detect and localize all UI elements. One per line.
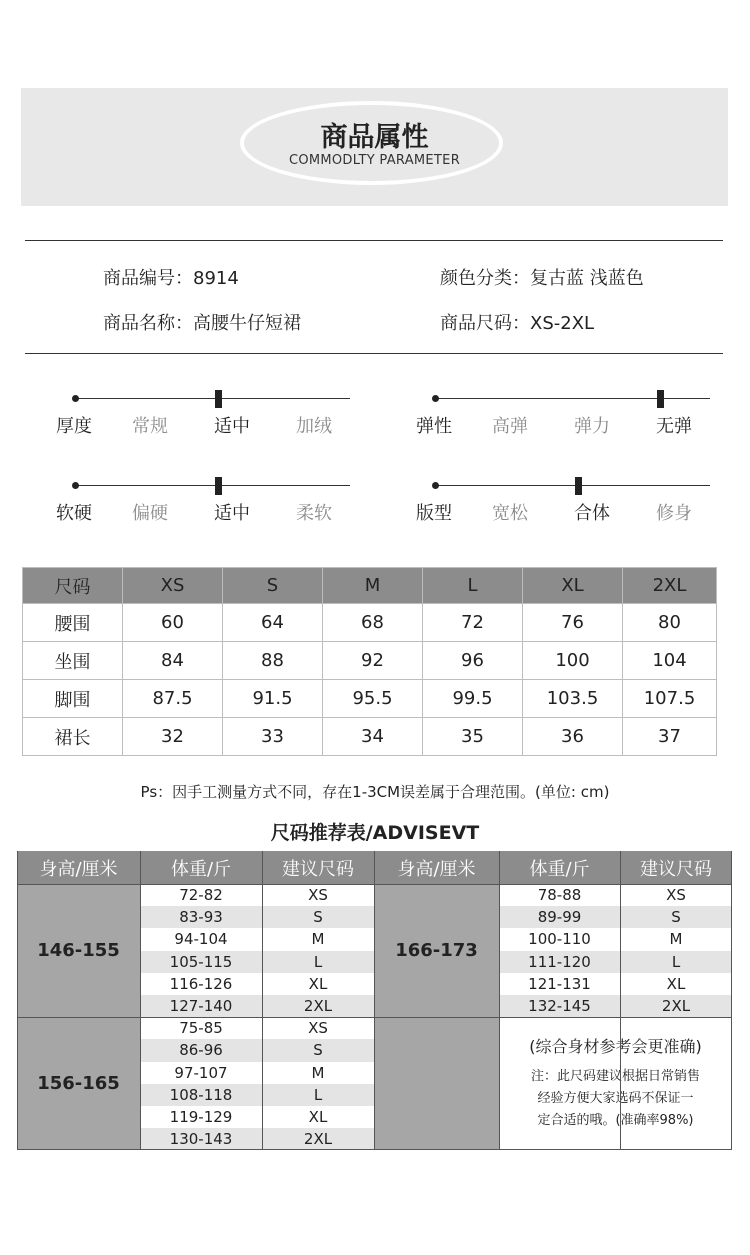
scale-option: 常规 xyxy=(132,416,168,437)
size-advice-grid xyxy=(17,851,732,1150)
advise-header-cell: 体重/斤 xyxy=(140,851,262,884)
size-cell: 87.5 xyxy=(123,680,223,718)
product-code: 商品编号：8914 xyxy=(103,268,239,289)
product-name: 商品名称：高腰牛仔短裙 xyxy=(103,313,301,334)
scale-option: 柔软 xyxy=(296,503,332,524)
grid-line xyxy=(620,851,621,1150)
scale-track xyxy=(435,398,710,399)
size-table-row xyxy=(23,642,717,680)
scale-option: 高弹 xyxy=(492,416,528,437)
size-cell: 88 xyxy=(223,642,323,680)
size-advice-cell: 2XL xyxy=(262,1128,374,1150)
grid-line xyxy=(731,851,732,1150)
size-cell: 100 xyxy=(523,642,623,680)
grid-line xyxy=(374,851,375,1150)
size-advice-cell: M xyxy=(262,928,374,950)
size-advice-cell: XL xyxy=(262,1106,374,1128)
size-header-cell: L xyxy=(423,568,523,604)
scale-start-dot xyxy=(72,395,79,402)
size-cell: 72 xyxy=(423,604,523,642)
grid-line xyxy=(17,884,732,885)
scale-option: 无弹 xyxy=(656,416,692,437)
size-cell: 96 xyxy=(423,642,523,680)
scale-option: 适中 xyxy=(214,416,250,437)
size-cell: 裙长 xyxy=(23,718,123,756)
page-subtitle: COMMODLTY PARAMETER xyxy=(288,153,461,168)
size-advice-cell: XS xyxy=(620,884,732,906)
weight-cell: 86-96 xyxy=(140,1039,262,1061)
scale-option: 适中 xyxy=(214,503,250,524)
size-cell: 35 xyxy=(423,718,523,756)
size-header-cell: 2XL xyxy=(623,568,717,604)
advice-note-box xyxy=(499,1017,732,1150)
advice-note-line: 经验方便大家选码不保证一 xyxy=(537,1091,694,1107)
size-table-row xyxy=(23,680,717,718)
weight-cell: 116-126 xyxy=(140,973,262,995)
size-cell: 腰围 xyxy=(23,604,123,642)
size-advice-cell: S xyxy=(262,1039,374,1061)
weight-cell: 108-118 xyxy=(140,1084,262,1106)
weight-cell: 97-107 xyxy=(140,1062,262,1084)
scale-start-dot xyxy=(432,395,439,402)
weight-cell: 78-88 xyxy=(499,884,620,906)
size-table-row xyxy=(23,718,717,756)
scale-label: 厚度 xyxy=(56,416,92,437)
scale-1 xyxy=(56,378,350,438)
advise-header-cell: 身高/厘米 xyxy=(374,851,499,884)
size-advice-cell: XS xyxy=(262,1017,374,1039)
weight-cell: 72-82 xyxy=(140,884,262,906)
product-size: 商品尺码：XS-2XL xyxy=(440,313,595,334)
scale-4 xyxy=(416,465,710,525)
scale-option: 偏硬 xyxy=(132,503,168,524)
size-cell: 99.5 xyxy=(423,680,523,718)
size-header-cell: 尺码 xyxy=(23,568,123,604)
size-cell: 34 xyxy=(323,718,423,756)
height-range: 146-155 xyxy=(17,884,140,1017)
weight-cell: 121-131 xyxy=(499,973,620,995)
size-header-cell: S xyxy=(223,568,323,604)
weight-cell: 75-85 xyxy=(140,1017,262,1039)
scale-2 xyxy=(416,378,710,438)
size-cell: 68 xyxy=(323,604,423,642)
advice-note-text xyxy=(499,1066,732,1132)
size-cell: 103.5 xyxy=(523,680,623,718)
weight-cell: 119-129 xyxy=(140,1106,262,1128)
size-advice-cell: L xyxy=(620,951,732,973)
size-advice-cell: M xyxy=(620,928,732,950)
size-cell: 91.5 xyxy=(223,680,323,718)
size-cell: 104 xyxy=(623,642,717,680)
size-cell: 36 xyxy=(523,718,623,756)
size-cell: 64 xyxy=(223,604,323,642)
size-table xyxy=(22,567,717,756)
weight-cell: 132-145 xyxy=(499,995,620,1017)
divider-top xyxy=(25,240,723,241)
scale-option: 加绒 xyxy=(296,416,332,437)
weight-cell: 105-115 xyxy=(140,951,262,973)
grid-line xyxy=(140,851,141,1150)
size-advice-cell: L xyxy=(262,951,374,973)
measurement-note: Ps：因手工测量方式不同，存在1-3CM误差属于合理范围。(单位: cm) xyxy=(140,783,610,801)
weight-cell: 94-104 xyxy=(140,928,262,950)
scale-marker xyxy=(575,477,582,495)
size-cell: 84 xyxy=(123,642,223,680)
grid-line xyxy=(17,1149,732,1150)
size-cell: 95.5 xyxy=(323,680,423,718)
advise-title: 尺码推荐表/ADVISEVT xyxy=(270,822,480,844)
grid-line xyxy=(262,851,263,1150)
size-advice-cell: S xyxy=(262,906,374,928)
size-advice-cell: XL xyxy=(620,973,732,995)
size-cell: 80 xyxy=(623,604,717,642)
height-range-empty xyxy=(374,1017,499,1150)
size-cell: 脚围 xyxy=(23,680,123,718)
size-cell: 33 xyxy=(223,718,323,756)
scale-track xyxy=(75,485,350,486)
size-table-header xyxy=(23,568,717,604)
scale-start-dot xyxy=(432,482,439,489)
size-advice-cell: M xyxy=(262,1062,374,1084)
size-cell: 37 xyxy=(623,718,717,756)
weight-cell: 83-93 xyxy=(140,906,262,928)
advice-note-title: (综合身材参考会更准确) xyxy=(529,1037,702,1057)
weight-cell: 111-120 xyxy=(499,951,620,973)
grid-line xyxy=(499,851,500,1150)
page-title: 商品属性 xyxy=(320,122,429,153)
size-advice-cell: XS xyxy=(262,884,374,906)
size-cell: 32 xyxy=(123,718,223,756)
advise-header-cell: 建议尺码 xyxy=(620,851,732,884)
scale-marker xyxy=(657,390,664,408)
divider-bottom xyxy=(25,353,723,354)
scale-option: 合体 xyxy=(574,503,610,524)
size-cell: 坐围 xyxy=(23,642,123,680)
scale-option: 修身 xyxy=(656,503,692,524)
size-header-cell: XS xyxy=(123,568,223,604)
header-banner xyxy=(21,88,728,206)
size-cell: 76 xyxy=(523,604,623,642)
height-range: 166-173 xyxy=(374,884,499,1017)
size-advice-cell: L xyxy=(262,1084,374,1106)
scale-label: 弹性 xyxy=(416,416,452,437)
size-advice-cell: S xyxy=(620,906,732,928)
size-cell: 60 xyxy=(123,604,223,642)
size-table-row xyxy=(23,604,717,642)
advise-header-cell: 身高/厘米 xyxy=(17,851,140,884)
size-advice-cell: 2XL xyxy=(620,995,732,1017)
height-range: 156-165 xyxy=(17,1017,140,1150)
size-header-cell: M xyxy=(323,568,423,604)
grid-line xyxy=(17,851,18,1150)
weight-cell: 127-140 xyxy=(140,995,262,1017)
size-advice-cell: XL xyxy=(262,973,374,995)
scale-label: 版型 xyxy=(416,503,452,524)
product-color: 颜色分类：复古蓝 浅蓝色 xyxy=(440,268,644,289)
weight-cell: 100-110 xyxy=(499,928,620,950)
weight-cell: 130-143 xyxy=(140,1128,262,1150)
grid-line xyxy=(17,1017,732,1018)
weight-cell: 89-99 xyxy=(499,906,620,928)
scale-label: 软硬 xyxy=(56,503,92,524)
size-cell: 92 xyxy=(323,642,423,680)
scale-marker xyxy=(215,477,222,495)
scale-option: 宽松 xyxy=(492,503,528,524)
size-advice-cell: 2XL xyxy=(262,995,374,1017)
scale-3 xyxy=(56,465,350,525)
size-cell: 107.5 xyxy=(623,680,717,718)
advise-header-cell: 体重/斤 xyxy=(499,851,620,884)
scale-marker xyxy=(215,390,222,408)
advice-note-line: 注：此尺码建议根据日常销售 xyxy=(530,1069,700,1085)
scale-track xyxy=(75,398,350,399)
size-header-cell: XL xyxy=(523,568,623,604)
scale-option: 弹力 xyxy=(574,416,610,437)
scale-start-dot xyxy=(72,482,79,489)
advice-note-line: 定合适的哦。(准确率98%) xyxy=(537,1113,694,1129)
scale-track xyxy=(435,485,710,486)
advise-header-cell: 建议尺码 xyxy=(262,851,374,884)
